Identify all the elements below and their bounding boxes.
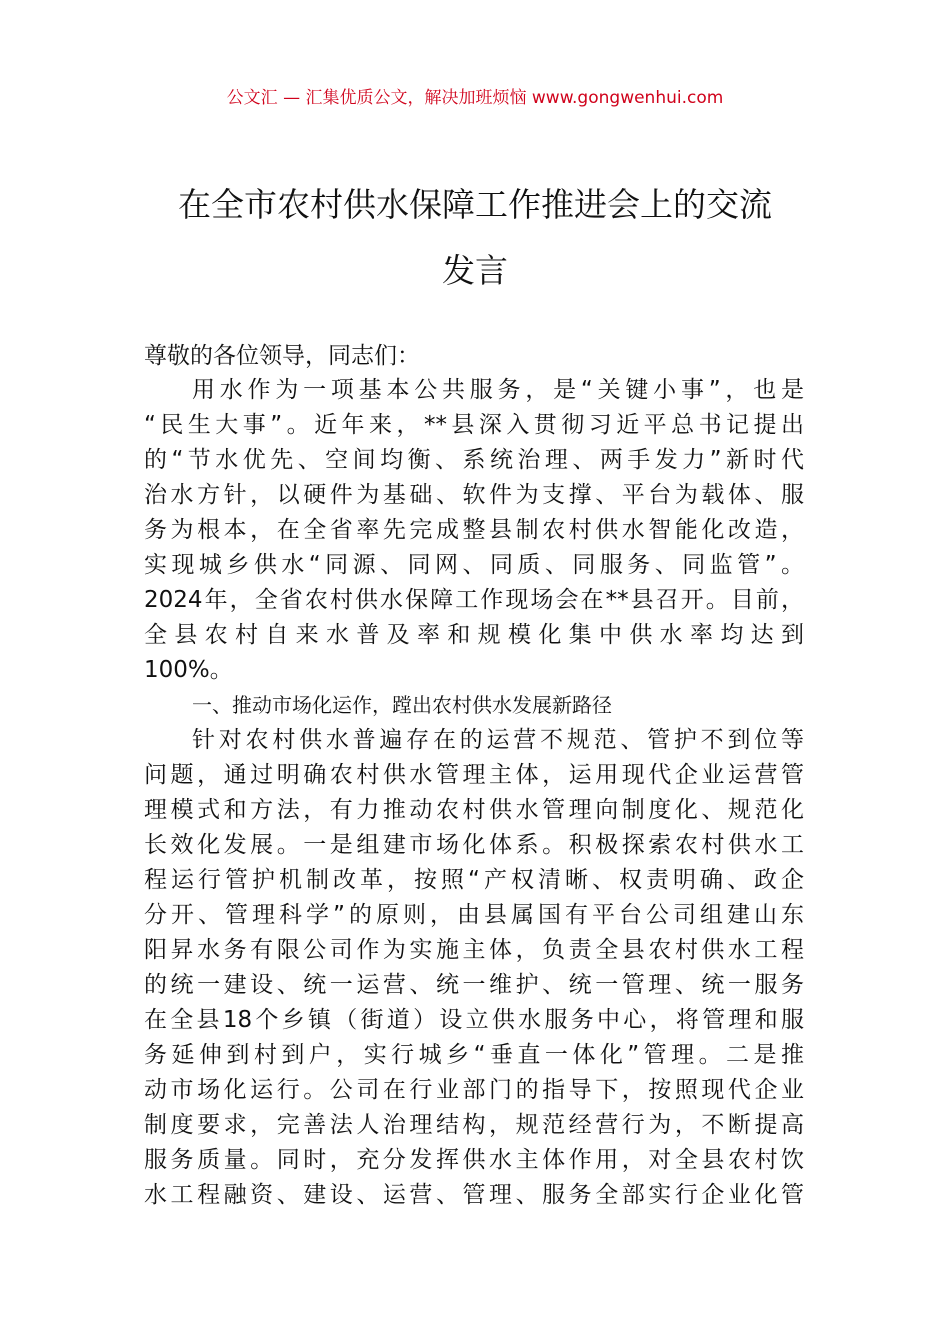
- paragraph-2-line: 务延伸到村到户，实行城乡“垂直一体化”管理。二是推: [144, 1042, 804, 1068]
- paragraph-2-line: 动市场化运行。公司在行业部门的指导下，按照现代企业: [144, 1077, 804, 1103]
- paragraph-1-line: 治水方针，以硬件为基础、软件为支撑、平台为载体、服: [144, 482, 804, 508]
- paragraph-2-line: 阳昇水务有限公司作为实施主体，负责全县农村供水工程: [144, 937, 804, 963]
- salutation: 尊敬的各位领导，同志们：: [144, 343, 420, 369]
- section-1-heading: 一、推动市场化运作，蹚出农村供水发展新路径: [192, 693, 612, 717]
- paragraph-1-line: 务为根本，在全省率先完成整县制农村供水智能化改造，: [144, 517, 804, 543]
- paragraph-2-line: 程运行管护机制改革，按照“产权清晰、权责明确、政企: [144, 867, 804, 893]
- paragraph-1-line: 100%。: [144, 657, 233, 683]
- document-title-line-1: 在全市农村供水保障工作推进会上的交流: [178, 185, 772, 224]
- document-title-line-2: 发言: [442, 251, 508, 290]
- paragraph-2-line: 水工程融资、建设、运营、管理、服务全部实行企业化管: [144, 1182, 804, 1208]
- paragraph-1-line: 的“节水优先、空间均衡、系统治理、两手发力”新时代: [144, 447, 804, 473]
- paragraph-2-line: 分开、管理科学”的原则，由县属国有平台公司组建山东: [144, 902, 804, 928]
- paragraph-1-line: “民生大事”。近年来，**县深入贯彻习近平总书记提出: [144, 412, 804, 438]
- paragraph-2-line: 在全县18个乡镇（街道）设立供水服务中心，将管理和服: [144, 1007, 804, 1033]
- paragraph-2-line: 制度要求，完善法人治理结构，规范经营行为，不断提高: [144, 1112, 804, 1138]
- paragraph-2-line: 的统一建设、统一运营、统一维护、统一管理、统一服务: [144, 972, 804, 998]
- paragraph-2-line: 问题，通过明确农村供水管理主体，运用现代企业运营管: [144, 762, 804, 788]
- paragraph-1-line: 2024年，全省农村供水保障工作现场会在**县召开。目前，: [144, 587, 804, 613]
- paragraph-1-line: 用水作为一项基本公共服务，是“关键小事”，也是: [192, 377, 804, 403]
- paragraph-2-line: 理模式和方法，有力推动农村供水管理向制度化、规范化: [144, 797, 804, 823]
- paragraph-2-line: 针对农村供水普遍存在的运营不规范、管护不到位等: [192, 727, 804, 753]
- header-banner: 公文汇 — 汇集优质公文，解决加班烦恼 www.gongwenhui.com: [226, 88, 724, 108]
- paragraph-2-line: 长效化发展。一是组建市场化体系。积极探索农村供水工: [144, 832, 804, 858]
- document-title: [100, 172, 850, 304]
- paragraph-2-line: 服务质量。同时，充分发挥供水主体作用，对全县农村饮: [144, 1147, 804, 1173]
- paragraph-1-line: 实现城乡供水“同源、同网、同质、同服务、同监管”。: [144, 552, 804, 578]
- paragraph-1-line: 全县农村自来水普及率和规模化集中供水率均达到: [144, 622, 804, 648]
